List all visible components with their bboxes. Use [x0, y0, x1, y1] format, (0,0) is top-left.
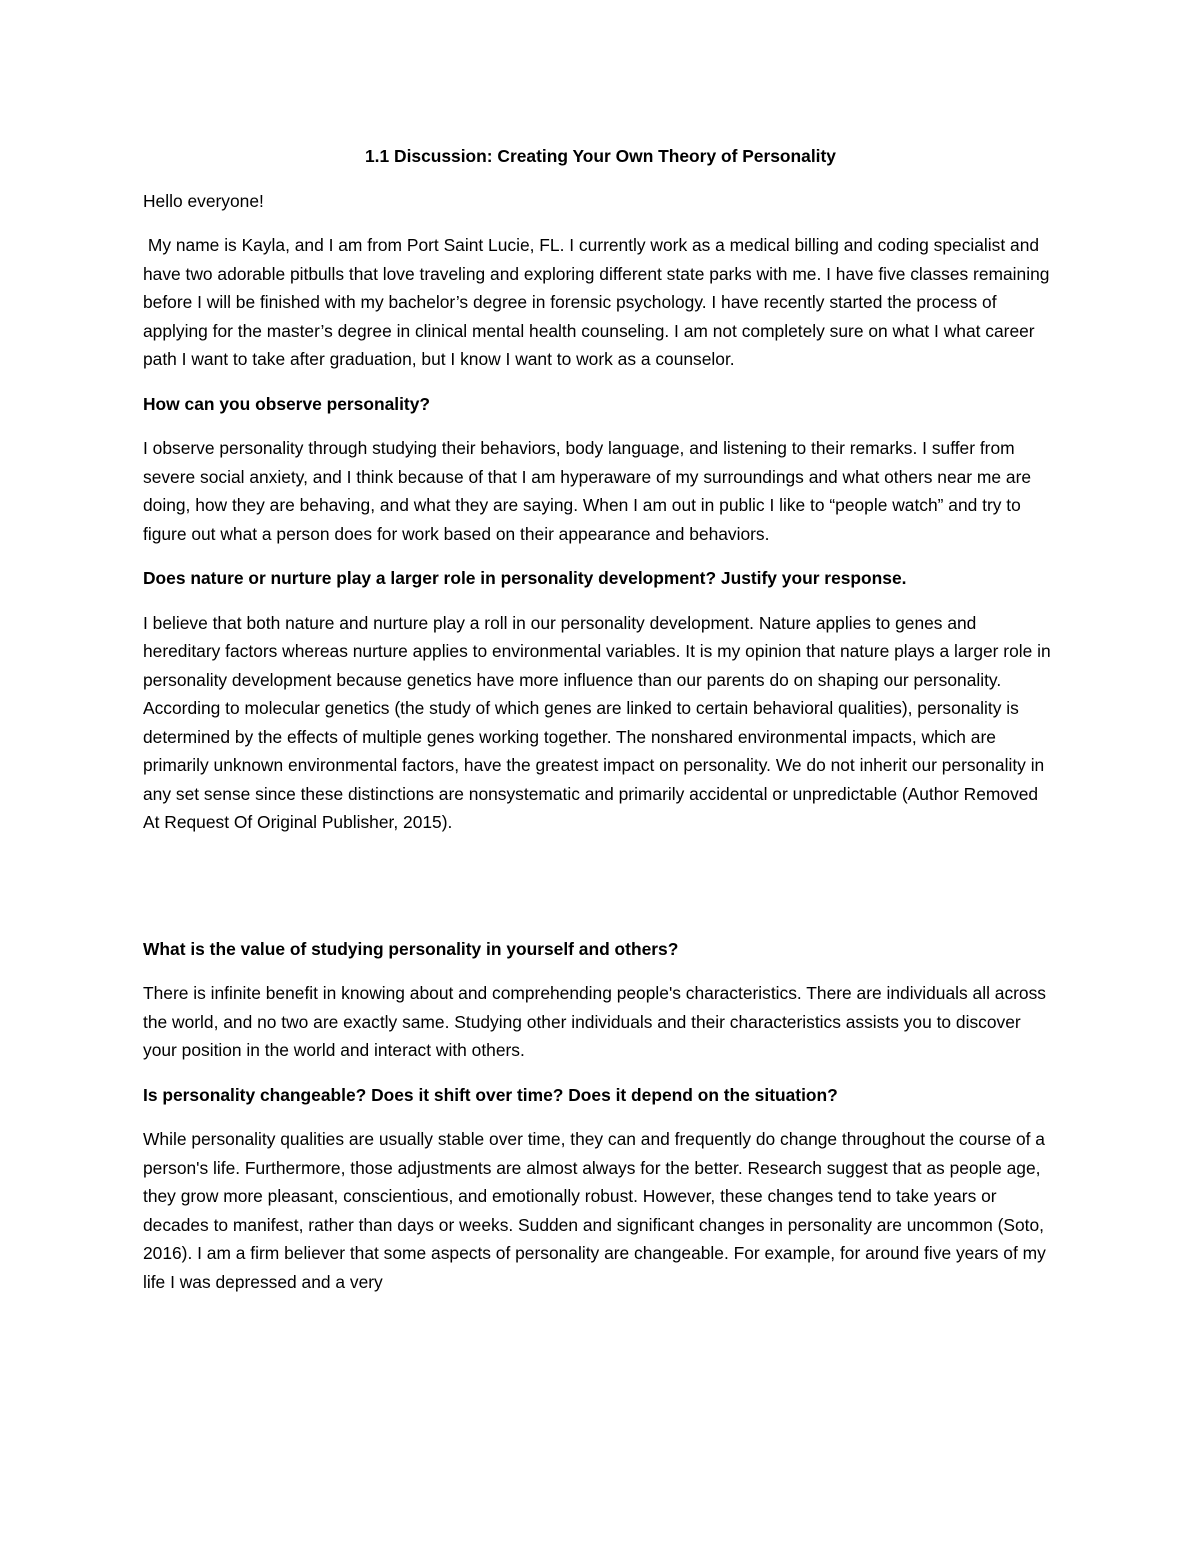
question-heading-value: What is the value of studying personality in yourself and others?: [143, 938, 679, 959]
document-body: [143, 140, 1058, 1296]
answer-paragraph-nature-nurture: I believe that both nature and nurture play a roll in our personality development. Nature applies to genes and hereditary factors whereas nurture applies to environmental variables. It is my opinion that nature plays a larger role in personality development because genetics have more influence than our parents do on shaping our personality. According to molecular genetics (the study of which genes are linked to certain behavioral qualities), personality is determined by the effects of multiple genes working together. The nonshared environmental impacts, which are primarily unknown environmental factors, have the greatest impact on personality. We do not inherit our personality in any set sense since these distinctions are nonsystematic and primarily accidental or unpredictable (Author Removed At Request Of Original Publisher, 2015).: [143, 612, 1051, 832]
intro-paragraph: My name is Kayla, and I am from Port Saint Lucie, FL. I currently work as a medical billing and coding specialist and have two adorable pitbulls that love traveling and exploring different state parks with me. I have five classes remaining before I will be finished with my bachelor’s degree in forensic psychology. I have recently started the process of applying for the master’s degree in clinical mental health counseling. I am not completely sure on what I what career path I want to take after graduation, but I know I want to work as a counselor.: [143, 235, 1055, 369]
blank-space: [143, 837, 1058, 919]
document-title: 1.1 Discussion: Creating Your Own Theory of Personality: [365, 146, 836, 166]
answer-paragraph-observe: I observe personality through studying their behaviors, body language, and listening to their remarks. I suffer from severe social anxiety, and I think because of that I am hyperaware of my surroundings and what others near me are doing, how they are behaving, and what they are saying. When I am out in public I like to “people watch” and try to figure out what a person does for work based on their appearance and behaviors.: [143, 438, 1032, 544]
question-heading-nature-nurture: Does nature or nurture play a larger role in personality development? Justify your response.: [143, 568, 907, 588]
answer-paragraph-value: There is infinite benefit in knowing about and comprehending people's characteristics. There are individuals all across the world, and no two are exactly same. Studying other individuals and their characteristics assists you to discover your position in the world and interact with others.: [143, 983, 1046, 1060]
question-heading-changeable: Is personality changeable? Does it shift over time? Does it depend on the situation?: [143, 1084, 838, 1105]
greeting-text: Hello everyone!: [143, 190, 264, 211]
answer-paragraph-changeable: While personality qualities are usually stable over time, they can and frequently do change throughout the course of a person's life. Furthermore, those adjustments are almost always for the better. Research suggest that as people age, they grow more pleasant, conscientious, and emotionally robust. However, these changes tend to take years or decades to manifest, rather than days or weeks. Sudden and significant changes in personality are uncommon (Soto, 2016). I am a firm believer that some aspects of personality are changeable. For example, for around five years of my life I was depressed and a very: [143, 1129, 1046, 1292]
question-heading-observe: How can you observe personality?: [143, 393, 431, 414]
